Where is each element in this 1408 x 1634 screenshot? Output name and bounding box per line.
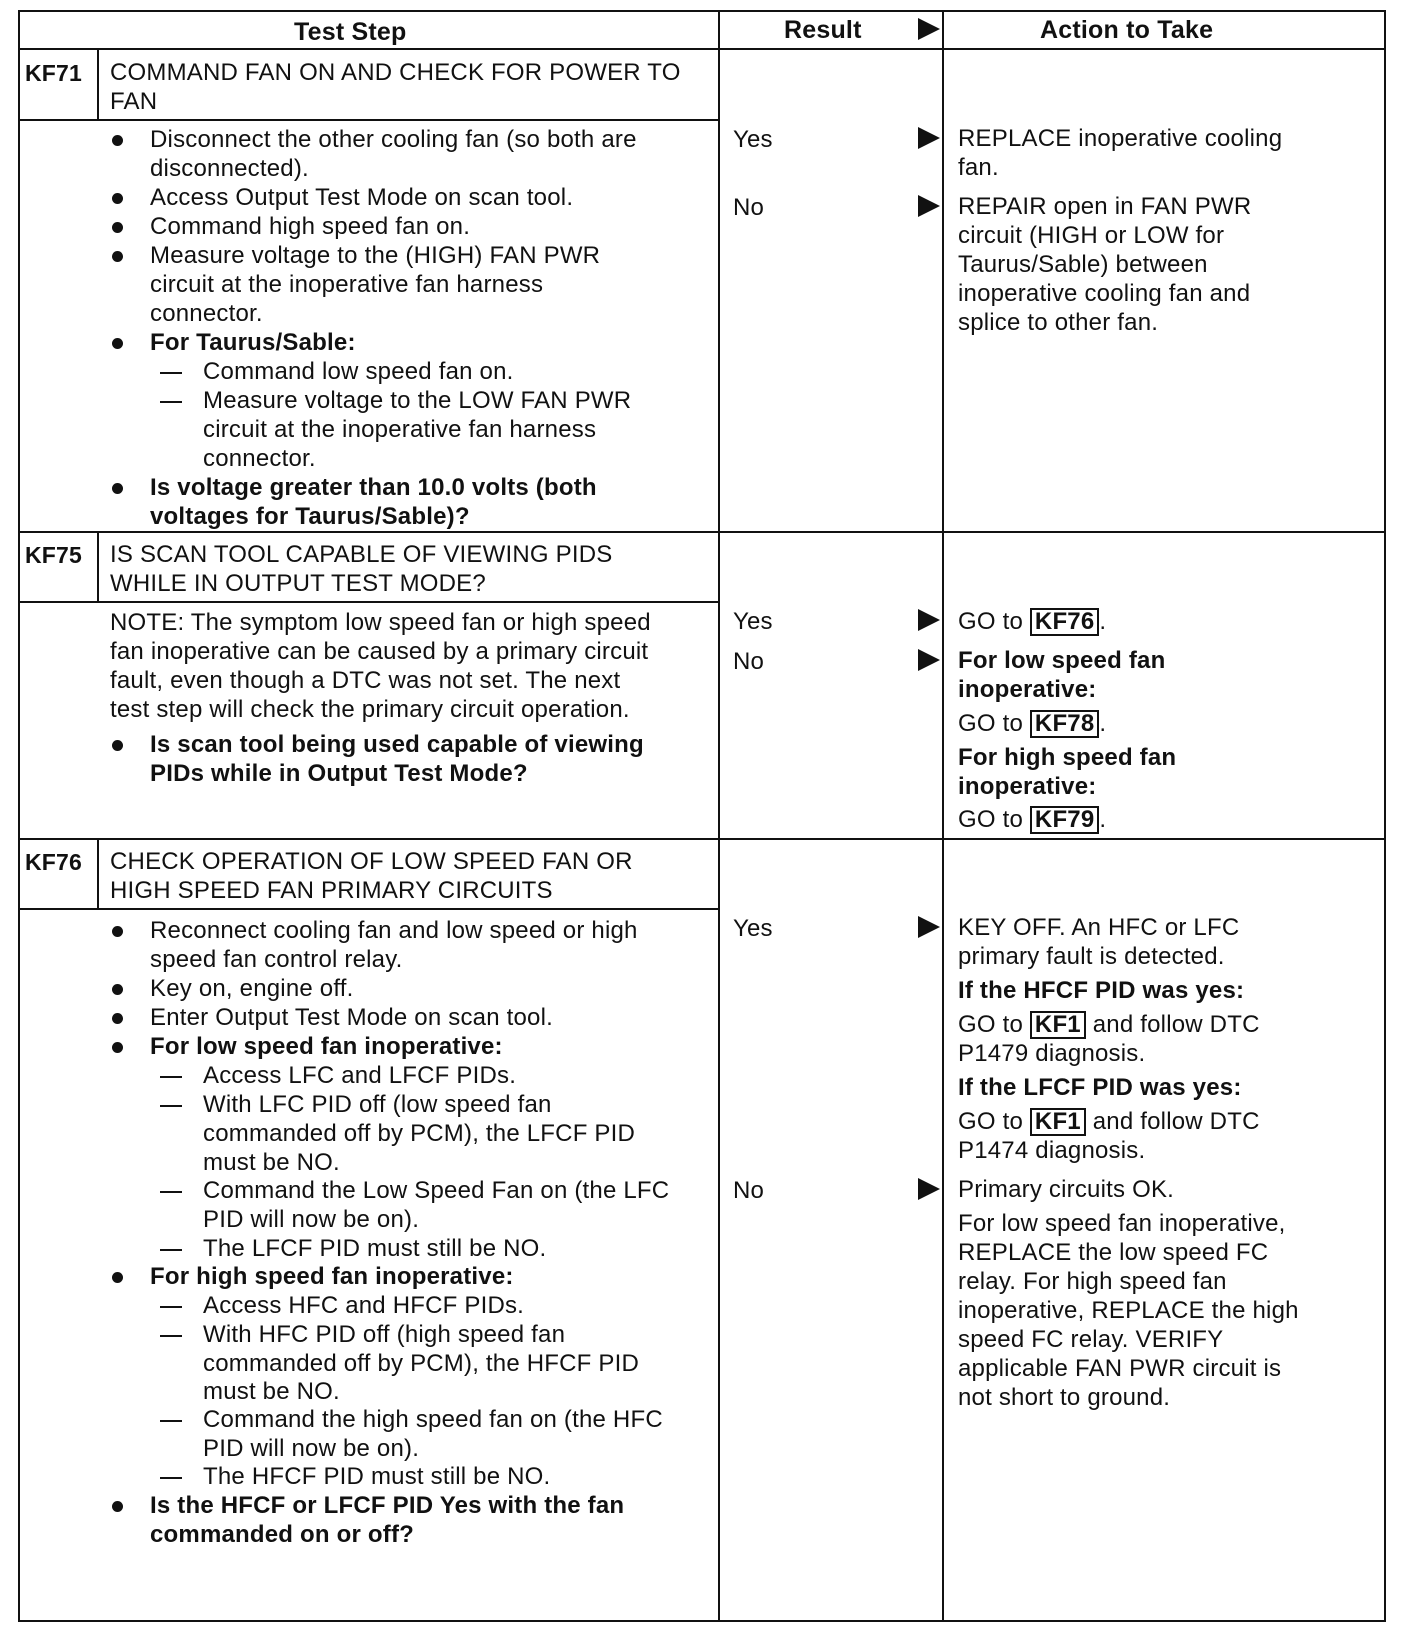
action-text: KEY OFF. An HFC or LFC [958, 914, 1240, 941]
header-result: Result [784, 16, 862, 44]
bullet-icon [112, 483, 123, 494]
bullet-icon [112, 193, 123, 204]
header-test-step: Test Step [294, 18, 407, 46]
step-text: The HFCF PID must still be NO. [203, 1463, 551, 1490]
action-text: Taurus/Sable) between [958, 251, 1208, 278]
id-divider [97, 531, 99, 603]
dash-icon [160, 1420, 182, 1422]
action-text: For low speed fan inoperative, [958, 1210, 1286, 1237]
dash-icon [160, 1335, 182, 1337]
action-goto: GO to KF79 . [958, 806, 1107, 833]
header-divider [18, 48, 1386, 50]
step-text: Measure voltage to the (HIGH) FAN PWR [150, 242, 601, 269]
action-heading: If the LFCF PID was yes: [958, 1074, 1242, 1101]
step-text: circuit at the inoperative fan harness [150, 271, 544, 298]
bullet-icon [112, 135, 123, 146]
step-title: IS SCAN TOOL CAPABLE OF VIEWING PIDS [110, 541, 613, 568]
header-action: Action to Take [1040, 16, 1214, 44]
step-text: disconnected). [150, 155, 309, 182]
step-id: KF76 [25, 849, 83, 875]
step-text: Command low speed fan on. [203, 358, 514, 385]
link-kf78[interactable]: KF78 [1030, 710, 1100, 738]
title-divider [18, 601, 718, 603]
step-text: Reconnect cooling fan and low speed or high [150, 917, 638, 944]
id-divider [97, 838, 99, 910]
step-title: COMMAND FAN ON AND CHECK FOR POWER TO [110, 59, 681, 86]
dash-icon [160, 1076, 182, 1078]
step-text: PID will now be on). [203, 1206, 420, 1233]
step-title: HIGH SPEED FAN PRIMARY CIRCUITS [110, 877, 553, 904]
step-text: commanded off by PCM), the LFCF PID [203, 1120, 636, 1147]
title-divider [18, 908, 718, 910]
action-text: primary fault is detected. [958, 943, 1225, 970]
action-text: circuit (HIGH or LOW for [958, 222, 1225, 249]
step-text: must be NO. [203, 1149, 340, 1176]
dash-icon [160, 1191, 182, 1193]
step-text: Key on, engine off. [150, 975, 354, 1002]
link-kf1[interactable]: KF1 [1030, 1011, 1086, 1039]
bullet-icon [112, 926, 123, 937]
arrow-icon [918, 127, 940, 149]
step-question: commanded on or off? [150, 1521, 414, 1548]
step-text: With LFC PID off (low speed fan [203, 1091, 552, 1118]
action-text: REPAIR open in FAN PWR [958, 193, 1252, 220]
step-note: test step will check the primary circuit operation. [110, 696, 630, 723]
step-text: With HFC PID off (high speed fan [203, 1321, 566, 1348]
step-text: For low speed fan inoperative: [150, 1033, 503, 1060]
bullet-icon [112, 1501, 123, 1512]
action-heading: inoperative: [958, 773, 1097, 800]
action-text: applicable FAN PWR circuit is [958, 1355, 1282, 1382]
col-divider-result [718, 10, 720, 1622]
step-id: KF75 [25, 542, 83, 568]
action-text: inoperative cooling fan and [958, 280, 1251, 307]
bullet-icon [112, 984, 123, 995]
link-kf79[interactable]: KF79 [1030, 806, 1100, 834]
step-title: CHECK OPERATION OF LOW SPEED FAN OR [110, 848, 633, 875]
action-goto: GO to KF1 and follow DTC [958, 1011, 1260, 1038]
link-kf1[interactable]: KF1 [1030, 1108, 1086, 1136]
action-text: P1479 diagnosis. [958, 1040, 1146, 1067]
step-question: PIDs while in Output Test Mode? [150, 760, 528, 787]
bullet-icon [112, 1272, 123, 1283]
step-text: Command the Low Speed Fan on (the LFC [203, 1177, 670, 1204]
action-text: not short to ground. [958, 1384, 1171, 1411]
dash-icon [160, 372, 182, 374]
dash-icon [160, 1105, 182, 1107]
step-text: Command the high speed fan on (the HFC [203, 1406, 663, 1433]
step-text: circuit at the inoperative fan harness [203, 416, 597, 443]
action-text: speed FC relay. VERIFY [958, 1326, 1224, 1353]
action-goto: GO to KF76 . [958, 608, 1107, 635]
arrow-icon [918, 609, 940, 631]
result-yes: Yes [733, 608, 773, 635]
step-text: connector. [203, 445, 316, 472]
step-note: fan inoperative can be caused by a primary circuit [110, 638, 649, 665]
step-note: fault, even though a DTC was not set. The next [110, 667, 621, 694]
step-id: KF71 [25, 60, 83, 86]
dash-icon [160, 1477, 182, 1479]
action-text: relay. For high speed fan [958, 1268, 1227, 1295]
arrow-icon [918, 1178, 940, 1200]
action-heading: inoperative: [958, 676, 1097, 703]
step-text: For high speed fan inoperative: [150, 1263, 514, 1290]
step-text: must be NO. [203, 1378, 340, 1405]
id-divider [97, 48, 99, 120]
step-text: connector. [150, 300, 263, 327]
arrow-icon [918, 195, 940, 217]
step-question: Is voltage greater than 10.0 volts (both [150, 474, 597, 501]
arrow-icon [918, 916, 940, 938]
action-text: Primary circuits OK. [958, 1176, 1175, 1203]
dash-icon [160, 401, 182, 403]
title-divider [18, 119, 718, 121]
header-arrow-icon [918, 18, 940, 40]
action-goto: GO to KF1 and follow DTC [958, 1108, 1260, 1135]
bullet-icon [112, 740, 123, 751]
arrow-icon [918, 649, 940, 671]
link-kf76[interactable]: KF76 [1030, 608, 1100, 636]
action-goto: GO to KF78 . [958, 710, 1107, 737]
step-question: Is the HFCF or LFCF PID Yes with the fan [150, 1492, 625, 1519]
action-text: REPLACE inoperative cooling [958, 125, 1283, 152]
step-text: Access LFC and LFCF PIDs. [203, 1062, 517, 1089]
action-heading: If the HFCF PID was yes: [958, 977, 1245, 1004]
step-text: Access HFC and HFCF PIDs. [203, 1292, 525, 1319]
step-text: speed fan control relay. [150, 946, 403, 973]
row-divider [18, 838, 1386, 840]
bullet-icon [112, 338, 123, 349]
step-question: Is scan tool being used capable of viewing [150, 731, 644, 758]
action-text: P1474 diagnosis. [958, 1137, 1146, 1164]
bullet-icon [112, 1013, 123, 1024]
step-text: The LFCF PID must still be NO. [203, 1235, 547, 1262]
action-text: fan. [958, 154, 999, 181]
action-text: REPLACE the low speed FC [958, 1239, 1269, 1266]
col-divider-action [942, 10, 944, 1622]
step-text: Measure voltage to the LOW FAN PWR [203, 387, 632, 414]
dash-icon [160, 1306, 182, 1308]
step-text: Access Output Test Mode on scan tool. [150, 184, 574, 211]
step-text: Disconnect the other cooling fan (so both are [150, 126, 637, 153]
action-heading: For high speed fan [958, 744, 1177, 771]
step-text: commanded off by PCM), the HFCF PID [203, 1350, 640, 1377]
dash-icon [160, 1249, 182, 1251]
result-yes: Yes [733, 126, 773, 153]
result-no: No [733, 648, 765, 675]
step-text: PID will now be on). [203, 1435, 420, 1462]
step-note: NOTE: The symptom low speed fan or high speed [110, 609, 651, 636]
action-heading: For low speed fan [958, 647, 1166, 674]
step-text: Command high speed fan on. [150, 213, 471, 240]
result-no: No [733, 1177, 765, 1204]
result-no: No [733, 194, 765, 221]
action-text: splice to other fan. [958, 309, 1159, 336]
step-text: For Taurus/Sable: [150, 329, 356, 356]
bullet-icon [112, 251, 123, 262]
step-title: FAN [110, 88, 158, 115]
bullet-icon [112, 222, 123, 233]
step-question: voltages for Taurus/Sable)? [150, 503, 470, 530]
step-title: WHILE IN OUTPUT TEST MODE? [110, 570, 486, 597]
result-yes: Yes [733, 915, 773, 942]
action-text: inoperative, REPLACE the high [958, 1297, 1299, 1324]
step-text: Enter Output Test Mode on scan tool. [150, 1004, 553, 1031]
bullet-icon [112, 1042, 123, 1053]
